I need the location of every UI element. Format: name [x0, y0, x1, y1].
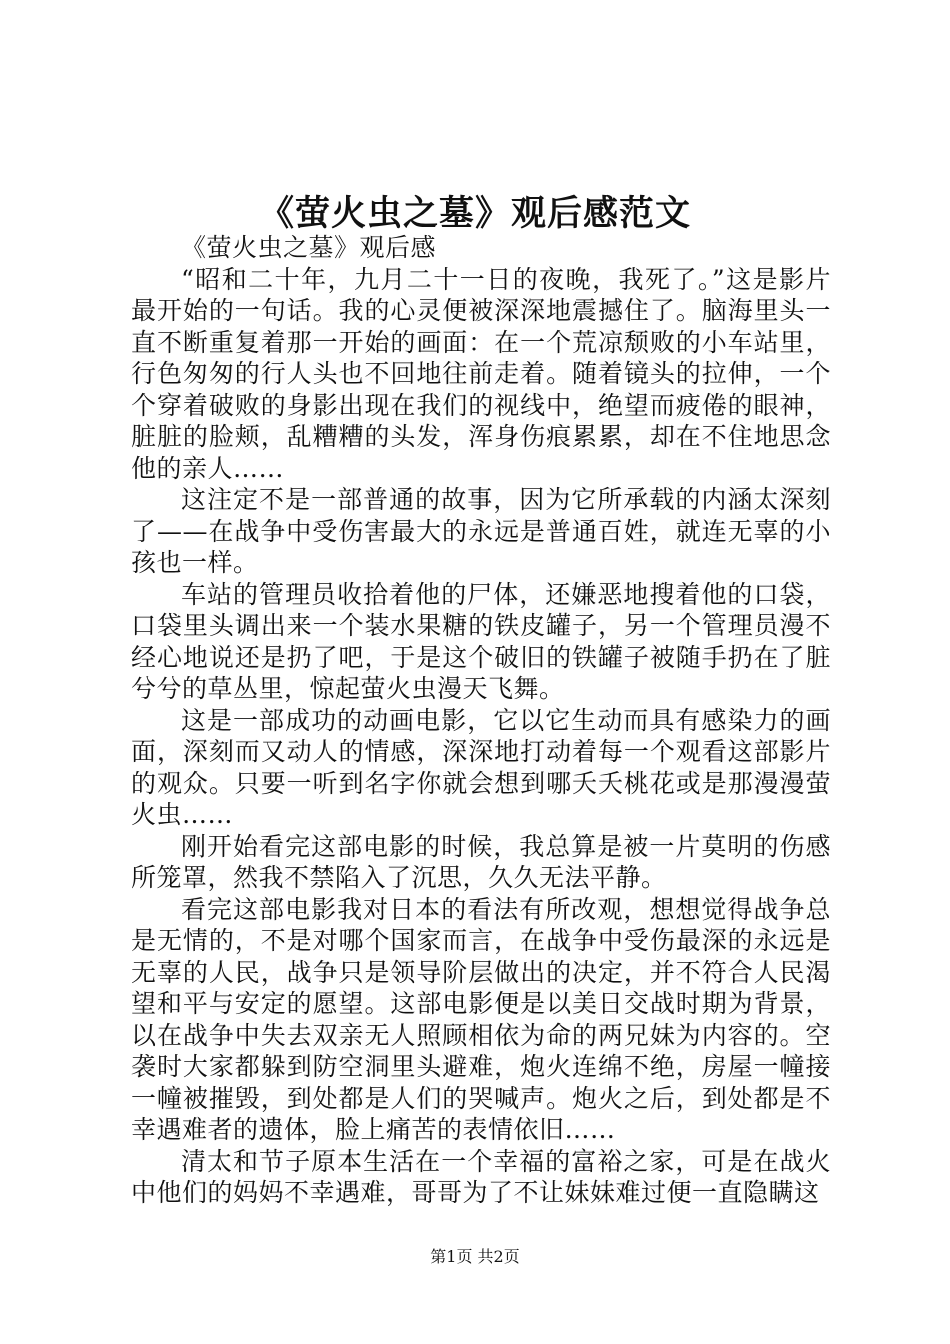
paragraph: 看完这部电影我对日本的看法有所改观，想想觉得战争总是无情的，不是对哪个国家而言，在战争中受伤最深的永远是无辜的人民，战争只是领导阶层做出的决定，并不符合人民渴望和平与安定的愿望。这部电影便是以美日交战时期为背景，以在战争中失去双亲无人照顾相依为命的两兄妹为内容的。空袭时大家都躲到防空洞里头避难，炮火连绵不绝，房屋一幢接一幢被摧毁，到处都是人们的哭喊声。炮火之后，到处都是不幸遇难者的遗体，脸上痛苦的表情依旧……: [131, 894, 831, 1144]
paragraph: 清太和节子原本生活在一个幸福的富裕之家，可是在战火中他们的妈妈不幸遇难，哥哥为了不让妹妹难过便一直隐瞒这: [131, 1146, 831, 1207]
paragraph: 车站的管理员收拾着他的尸体，还嫌恶地搜着他的口袋，口袋里头调出来一个装水果糖的铁皮罐子，另一个管理员漫不经心地说还是扔了吧，于是这个破旧的铁罐子被随手扔在了脏兮兮的草丛里，惊起萤火虫漫天飞舞。: [131, 579, 831, 703]
paragraph: 这注定不是一部普通的故事，因为它所承载的内涵太深刻了——在战争中受伤害最大的永远是普通百姓，就连无辜的小孩也一样。: [131, 485, 831, 577]
paragraph: 《萤火虫之墓》观后感: [181, 233, 437, 262]
paragraph: 这是一部成功的动画电影，它以它生动而具有感染力的画面，深刻而又动人的情感，深深地打动着每一个观看这部影片的观众。只要一听到名字你就会想到哪夭夭桃花或是那漫漫萤火虫……: [131, 705, 831, 829]
page-footer: 第1页 共2页: [430, 1247, 520, 1266]
document-body: [131, 232, 831, 1209]
document-title: 《萤火虫之墓》观后感范文: [258, 193, 691, 234]
paragraph: “昭和二十年，九月二十一日的夜晚，我死了。”这是影片最开始的一句话。我的心灵便被深深地震撼住了。脑海里头一直不断重复着那一开始的画面：在一个荒凉颓败的小车站里，行色匆匆的行人头也不回地往前走着。随着镜头的拉伸，一个个穿着破败的身影出现在我们的视线中，绝望而疲倦的眼神，脏脏的脸颊，乱糟糟的头发，浑身伤痕累累，却在不住地思念他的亲人……: [131, 264, 831, 483]
paragraph: 刚开始看完这部电影的时候，我总算是被一片莫明的伤感所笼罩，然我不禁陷入了沉思，久久无法平静。: [131, 831, 831, 892]
